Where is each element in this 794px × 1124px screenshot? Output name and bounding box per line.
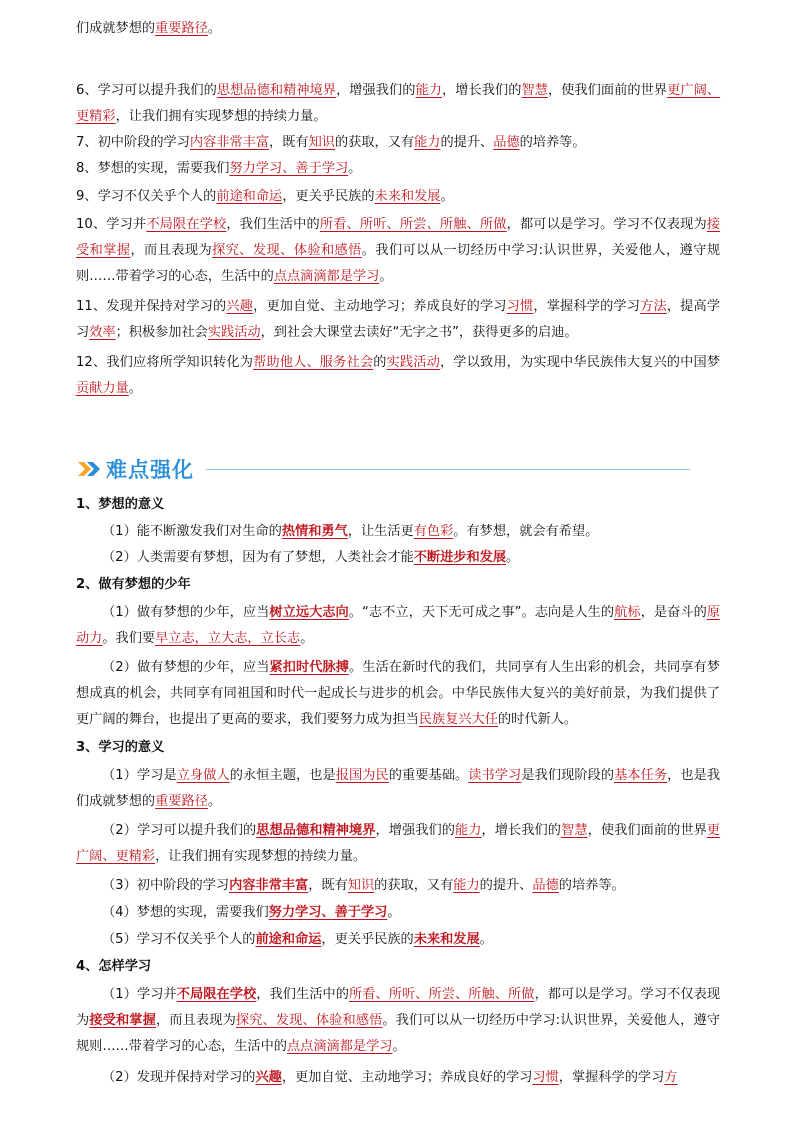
highlight-term: 所看、所听、所尝、所触、所做 xyxy=(349,987,535,1002)
text-run: （2）做有梦想的少年，应当 xyxy=(102,660,270,675)
highlight-term: 能力 xyxy=(415,83,442,98)
text-run: 。 xyxy=(506,550,520,565)
highlight-term: 立身做人 xyxy=(176,768,230,783)
top-para-5 xyxy=(76,212,720,290)
highlight-term: 内容非常丰富 xyxy=(229,878,309,893)
text-run: 。 xyxy=(379,269,393,284)
text-run: （2）学习可以提升我们的 xyxy=(102,823,257,838)
highlight-term: 兴趣 xyxy=(255,1070,282,1085)
text-run: （2）人类需要有梦想，因为有了梦想，人类社会才能 xyxy=(102,550,414,565)
text-run: 。我们可以从一切经历中学习:认识世界，关爱他人，遵守规则……带着学习的心态，生活中的 xyxy=(76,1013,721,1054)
highlight-term: 基本任务 xyxy=(614,768,668,783)
text-run: ，都可以是学习。学习不仅表现为 xyxy=(506,217,707,232)
highlight-term: 实践活动 xyxy=(207,325,261,340)
body-para-9 xyxy=(76,982,720,1060)
text-run: 7、初中阶段的学习 xyxy=(76,135,190,150)
subhead-4: 4、怎样学习 xyxy=(76,959,152,974)
highlight-term: 更广阔、更精彩 xyxy=(76,823,721,864)
highlight-term: 前途和命运 xyxy=(255,932,322,947)
text-run: ，掌握科学的学习 xyxy=(533,299,641,314)
body-para-5 xyxy=(76,818,720,870)
highlight-term: 努力学习、善于学习 xyxy=(229,161,349,176)
top-para-2 xyxy=(76,130,720,156)
highlight-term: 习惯 xyxy=(506,299,534,314)
text-run: 9、学习不仅关乎个人的 xyxy=(76,189,217,204)
text-run: 。 xyxy=(440,189,454,204)
highlight-term: 探究、发现、体验和感悟 xyxy=(235,1013,383,1028)
text-run: ，都可以是学习。学习不仅表现为 xyxy=(76,987,721,1028)
text-run: 。“志不立，天下无可成之事”。志向是人生的 xyxy=(348,605,615,620)
text-run: ，让生活更 xyxy=(347,524,414,539)
highlight-term: 读书学习 xyxy=(468,768,522,783)
text-run: 是我们现阶段的 xyxy=(521,768,615,783)
highlight-term: 不局限在学校 xyxy=(146,217,227,232)
body-para-1 xyxy=(76,545,720,571)
text-run: ，到社会大课堂去读好“无字之书”，获得更多的启迪。 xyxy=(260,325,578,340)
text-run: ，掌握科学的学习 xyxy=(558,1070,665,1085)
highlight-term: 接受和掌握 xyxy=(76,217,721,258)
text-run: 的提升、 xyxy=(440,135,494,150)
text-run: 。 xyxy=(387,905,401,920)
highlight-term: 知识 xyxy=(347,878,375,893)
body-para-0 xyxy=(76,519,720,545)
text-run: 的永恒主题，也是 xyxy=(229,768,336,783)
highlight-term: 思想品德和精神境界 xyxy=(256,823,376,838)
text-run: ，而且表现为 xyxy=(155,1013,236,1028)
text-run: 的时代新人。 xyxy=(498,712,578,727)
highlight-term: 重要路径 xyxy=(155,794,208,809)
text-run: 。 xyxy=(207,794,222,809)
highlight-term: 品德 xyxy=(493,135,520,150)
highlight-term: 报国为民 xyxy=(335,768,389,783)
subhead-3: 3、学习的意义 xyxy=(76,740,165,755)
body-para-2 xyxy=(76,600,720,652)
text-run: （3）初中阶段的学习 xyxy=(102,878,230,893)
highlight-term: 未来和发展 xyxy=(374,189,441,204)
subhead-2: 2、做有梦想的少年 xyxy=(76,577,191,592)
text-run: （5）学习不仅关乎个人的 xyxy=(102,932,256,947)
text-run: ，提高学习 xyxy=(76,299,721,340)
text-run: 的获取，又有 xyxy=(374,878,454,893)
highlight-term: 点点滴滴都是学习 xyxy=(287,1039,393,1054)
text-run: 11、发现并保持对学习的 xyxy=(76,299,227,314)
text-run: 。 xyxy=(479,932,493,947)
text-run: ，更关乎民族的 xyxy=(321,932,414,947)
text-run: 。 xyxy=(128,381,142,396)
text-run: ，让我们拥有实现梦想的持续力量。 xyxy=(155,849,367,864)
text-run: ，而且表现为 xyxy=(130,243,213,258)
body-para-3 xyxy=(76,655,720,733)
text-run: 的 xyxy=(373,355,387,370)
body-para-6 xyxy=(76,873,720,899)
highlight-term: 能力 xyxy=(414,135,441,150)
text-run: 的提升、 xyxy=(479,878,533,893)
highlight-term: 实践活动 xyxy=(386,355,440,370)
highlight-term: 能力 xyxy=(455,823,482,838)
text-run: 。我们可以从一切经历中学习:认识世界，关爱他人，遵守规则……带着学习的心态，生活中的 xyxy=(76,243,721,284)
text-run: （1）做有梦想的少年，应当 xyxy=(102,605,270,620)
highlight-term: 前途和命运 xyxy=(216,189,283,204)
text-run: 。 xyxy=(392,1039,406,1054)
text-run: 10、学习并 xyxy=(76,217,147,232)
top-para-6 xyxy=(76,294,720,346)
highlight-term: 接受和掌握 xyxy=(89,1013,156,1028)
highlight-term: 点点滴滴都是学习 xyxy=(273,269,380,284)
text-run: 的培养等。 xyxy=(519,135,586,150)
text-run: （4）梦想的实现，需要我们 xyxy=(102,905,269,920)
highlight-term: 智慧 xyxy=(561,823,588,838)
text-run: 8、梦想的实现，需要我们 xyxy=(76,161,230,176)
text-run: ，增强我们的 xyxy=(336,83,416,98)
text-run: ，我们生活中的 xyxy=(256,987,350,1002)
highlight-term: 早立志，立大志，立长志 xyxy=(155,631,301,646)
text-run: ，更加自觉、主动地学习；养成良好的学习 xyxy=(253,299,507,314)
text-run: ，也是我们成就梦想的 xyxy=(76,768,721,809)
text-run: 们成就梦想的 xyxy=(76,21,156,36)
highlight-term: 航标 xyxy=(614,605,641,620)
highlight-term: 思想品德和精神境界 xyxy=(216,83,337,98)
text-run: 12、我们应将所学知识转化为 xyxy=(76,355,254,370)
text-run: （1）能不断激发我们对生命的 xyxy=(102,524,282,539)
highlight-term: 能力 xyxy=(453,878,480,893)
text-run: 的获取，又有 xyxy=(334,135,415,150)
highlight-term: 方法 xyxy=(640,299,667,314)
highlight-term: 原动力 xyxy=(76,605,721,646)
text-run: （2）发现并保持对学习的 xyxy=(102,1070,256,1085)
body-para-7 xyxy=(76,900,720,926)
highlight-term: 探究、发现、体验和感悟 xyxy=(212,243,362,258)
top-para-4 xyxy=(76,184,720,210)
highlight-term: 内容非常丰富 xyxy=(189,135,270,150)
text-run: ，是奋斗的 xyxy=(640,605,707,620)
body-para-4 xyxy=(76,763,720,815)
top-para-1 xyxy=(76,78,720,130)
text-run: ，让我们拥有实现梦想的持续力量。 xyxy=(115,109,327,124)
highlight-term: 兴趣 xyxy=(226,299,254,314)
section-title: 难点强化 xyxy=(106,458,194,482)
highlight-term: 帮助他人、服务社会 xyxy=(253,355,374,370)
highlight-term: 效率 xyxy=(89,325,116,340)
body-para-8 xyxy=(76,927,720,953)
text-run: （1）学习是 xyxy=(102,768,177,783)
text-run: 的重要基础。 xyxy=(388,768,469,783)
highlight-term: 未来和发展 xyxy=(413,932,480,947)
text-run: 。我们要 xyxy=(102,631,156,646)
text-run: ，增强我们的 xyxy=(375,823,456,838)
highlight-term: 更广阔、更精彩 xyxy=(76,83,721,124)
highlight-term: 不局限在学校 xyxy=(176,987,257,1002)
text-run: 。有梦想，就会有希望。 xyxy=(453,524,599,539)
highlight-term: 所看、所听、所尝、所触、所做 xyxy=(319,217,507,232)
highlight-term: 不断进步和发展 xyxy=(413,550,507,565)
text-run: 。生活在新时代的我们，共同享有人生出彩的机会，共同享有梦想成真的机会，共同享有同祖国和时代一起成长与进步的机会。中华民族伟大复兴的美好前景，为我们提供了更广阔的舞台，也提出了更高的要求，我们要努力成为担当 xyxy=(76,660,720,727)
highlight-term: 重要路径 xyxy=(155,21,208,36)
top-para-0 xyxy=(76,16,720,42)
text-run: ；积极参加社会 xyxy=(115,325,208,340)
highlight-term: 民族复兴大任 xyxy=(418,712,498,727)
highlight-term: 贡献力量 xyxy=(76,381,129,396)
section-divider xyxy=(206,469,690,470)
section-header xyxy=(76,452,690,486)
text-run: ，使我们面前的世界 xyxy=(547,83,668,98)
highlight-term: 品德 xyxy=(532,878,559,893)
text-run: ，既有 xyxy=(269,135,309,150)
highlight-term: 努力学习、善于学习 xyxy=(268,905,388,920)
highlight-term: 智慧 xyxy=(521,83,548,98)
double-chevron-icon xyxy=(76,458,102,480)
highlight-term: 树立远大志向 xyxy=(269,605,349,620)
text-run: ，既有 xyxy=(308,878,348,893)
text-run: 。 xyxy=(348,161,362,176)
highlight-term: 知识 xyxy=(308,135,335,150)
text-run: ，增长我们的 xyxy=(442,83,522,98)
text-run: ，更加自觉、主动地学习；养成良好的学习 xyxy=(281,1070,533,1085)
text-run: ，更关乎民族的 xyxy=(282,189,375,204)
highlight-term: 有色彩 xyxy=(413,524,454,539)
text-run: ，学以致用，为实现中华民族伟大复兴的中国梦 xyxy=(439,355,721,370)
highlight-term: 方 xyxy=(664,1070,678,1085)
text-run: 。 xyxy=(207,21,222,36)
text-run: ，使我们面前的世界 xyxy=(587,823,707,838)
highlight-term: 习惯 xyxy=(532,1070,559,1085)
highlight-term: 紧扣时代脉搏 xyxy=(269,660,349,675)
subhead-1: 1、梦想的意义 xyxy=(76,497,165,512)
body-para-10 xyxy=(76,1065,720,1091)
text-run: 。 xyxy=(300,631,314,646)
text-run: 的培养等。 xyxy=(558,878,625,893)
text-run: ，我们生活中的 xyxy=(226,217,320,232)
top-para-3 xyxy=(76,156,720,182)
text-run: 6、学习可以提升我们的 xyxy=(76,83,217,98)
text-run: （1）学习并 xyxy=(102,987,177,1002)
highlight-term: 热情和勇气 xyxy=(281,524,348,539)
text-run: ，增长我们的 xyxy=(481,823,562,838)
top-para-7 xyxy=(76,350,720,402)
